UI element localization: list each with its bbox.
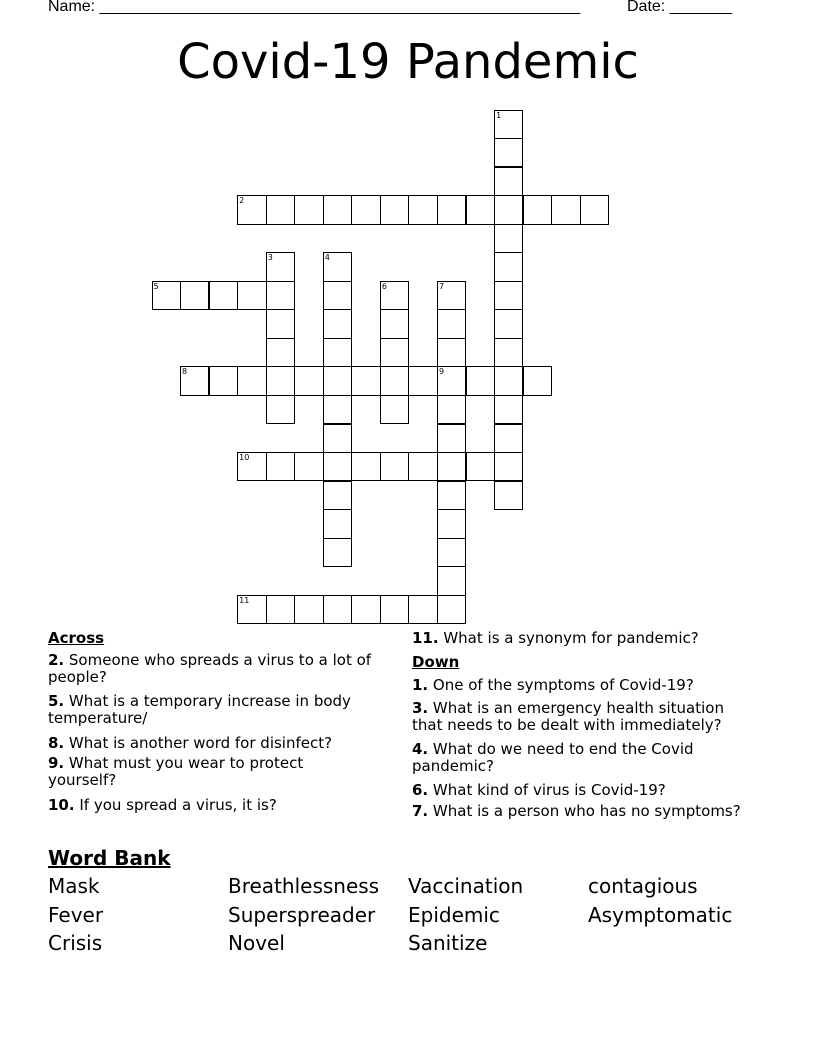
crossword-cell[interactable] (437, 309, 466, 338)
clue-text: What is a temporary increase in body temperature/ (48, 692, 351, 727)
crossword-cell[interactable] (266, 252, 295, 281)
crossword-cell[interactable] (408, 452, 437, 481)
crossword-cell[interactable] (494, 424, 523, 453)
crossword-cell[interactable] (237, 452, 266, 481)
crossword-cell[interactable] (237, 195, 266, 224)
crossword-cell[interactable] (466, 452, 495, 481)
crossword-cell[interactable] (323, 309, 352, 338)
clue-text: What do we need to end the Covid pandemic? (412, 740, 694, 775)
clue-down-1 (412, 677, 757, 694)
clue-number-label: 9 (439, 367, 445, 377)
crossword-cell[interactable] (437, 452, 466, 481)
crossword-cell[interactable] (209, 281, 238, 310)
crossword-cell[interactable] (437, 424, 466, 453)
crossword-cell[interactable] (323, 595, 352, 624)
crossword-cell[interactable] (494, 138, 523, 167)
crossword-cell[interactable] (551, 195, 580, 224)
crossword-cell[interactable] (323, 509, 352, 538)
crossword-cell[interactable] (494, 167, 523, 196)
crossword-cell[interactable] (323, 395, 352, 424)
clue-text: If you spread a virus, it is? (74, 796, 277, 814)
clue-number: 11. (412, 629, 439, 647)
crossword-cell[interactable] (466, 195, 495, 224)
word-bank-word: Asymptomatic (588, 903, 733, 927)
crossword-cell[interactable] (266, 366, 295, 395)
clue-number: 3. (412, 699, 429, 717)
crossword-cell[interactable] (494, 366, 523, 395)
clue-number-label: 6 (381, 281, 387, 291)
crossword-cell[interactable] (294, 366, 323, 395)
crossword-cell[interactable] (294, 595, 323, 624)
crossword-cell[interactable] (494, 338, 523, 367)
clue-down-7 (412, 803, 757, 820)
crossword-cell[interactable] (494, 110, 523, 139)
crossword-cell[interactable] (294, 195, 323, 224)
crossword-cell[interactable] (494, 195, 523, 224)
page-title: Covid-19 Pandemic (177, 34, 639, 90)
crossword-cell[interactable] (380, 309, 409, 338)
clue-number-label: 7 (439, 281, 445, 291)
clue-text: What is a person who has no symptoms? (428, 802, 741, 820)
clue-number-label: 5 (153, 281, 159, 291)
crossword-cell[interactable] (323, 481, 352, 510)
crossword-cell[interactable] (437, 395, 466, 424)
clue-number: 6. (412, 781, 429, 799)
crossword-cell[interactable] (380, 366, 409, 395)
clue-number-label: 3 (267, 253, 273, 263)
clue-text: What is an emergency health situation that needs to be dealt with immediately? (412, 699, 724, 734)
crossword-cell[interactable] (437, 595, 466, 624)
clue-number-label: 4 (324, 253, 330, 263)
crossword-cell[interactable] (494, 452, 523, 481)
clue-text: One of the symptoms of Covid-19? (428, 676, 694, 694)
crossword-cell[interactable] (494, 309, 523, 338)
crossword-cell[interactable] (180, 281, 209, 310)
clue-number-label: 8 (182, 367, 188, 377)
clue-down-3 (412, 700, 747, 734)
crossword-cell[interactable] (494, 395, 523, 424)
crossword-cell[interactable] (266, 195, 295, 224)
crossword-cell[interactable] (437, 281, 466, 310)
crossword-cell[interactable] (408, 195, 437, 224)
crossword-cell[interactable] (351, 595, 380, 624)
crossword-cell[interactable] (323, 366, 352, 395)
crossword-cell[interactable] (266, 452, 295, 481)
crossword-cell[interactable] (266, 338, 295, 367)
crossword-cell[interactable] (437, 338, 466, 367)
crossword-cell[interactable] (323, 538, 352, 567)
crossword-cell[interactable] (380, 595, 409, 624)
word-bank-word: Sanitize (408, 931, 488, 955)
clue-across-11 (412, 630, 757, 647)
crossword-cell[interactable] (437, 509, 466, 538)
clue-text: What is a synonym for pandemic? (438, 629, 699, 647)
crossword-cell[interactable] (466, 366, 495, 395)
crossword-cell[interactable] (494, 252, 523, 281)
crossword-cell[interactable] (294, 452, 323, 481)
across-heading: Across (48, 629, 105, 647)
word-bank-word: Superspreader (228, 903, 376, 927)
crossword-cell[interactable] (380, 195, 409, 224)
crossword-cell[interactable] (494, 281, 523, 310)
word-bank-word: Breathlessness (228, 874, 380, 898)
crossword-cell[interactable] (380, 452, 409, 481)
crossword-cell[interactable] (380, 281, 409, 310)
crossword-cell[interactable] (237, 281, 266, 310)
crossword-cell[interactable] (437, 538, 466, 567)
date-field-label: Date: _______ (627, 0, 732, 15)
crossword-cell[interactable] (266, 395, 295, 424)
clue-across-8 (48, 735, 393, 752)
clue-text: What must you wear to protect yourself? (48, 754, 304, 789)
crossword-cell[interactable] (494, 481, 523, 510)
clue-text: Someone who spreads a virus to a lot of people? (48, 651, 372, 686)
clue-number-label: 11 (239, 595, 250, 605)
word-bank-word: Fever (48, 903, 104, 927)
clue-number-label: 1 (496, 110, 502, 120)
crossword-cell[interactable] (351, 366, 380, 395)
crossword-cell[interactable] (323, 195, 352, 224)
clue-down-4 (412, 741, 722, 775)
word-bank-word: Epidemic (408, 903, 500, 927)
crossword-cell[interactable] (408, 366, 437, 395)
crossword-cell[interactable] (437, 566, 466, 595)
clue-across-2 (48, 652, 393, 686)
word-bank-word: Crisis (48, 931, 103, 955)
crossword-cell[interactable] (209, 366, 238, 395)
clue-down-6 (412, 782, 757, 799)
crossword-cell[interactable] (266, 281, 295, 310)
crossword-cell[interactable] (437, 366, 466, 395)
clue-number: 1. (412, 676, 429, 694)
crossword-cell[interactable] (580, 195, 609, 224)
crossword-cell[interactable] (523, 366, 552, 395)
clue-number: 7. (412, 802, 429, 820)
crossword-cell[interactable] (237, 366, 266, 395)
word-bank-word: Novel (228, 931, 285, 955)
name-field-label: Name: ______________________________________________________ (48, 0, 581, 15)
crossword-cell[interactable] (351, 195, 380, 224)
down-heading: Down (412, 653, 460, 671)
crossword-cell[interactable] (323, 424, 352, 453)
crossword-cell[interactable] (152, 281, 181, 310)
clue-across-9 (48, 755, 338, 789)
clue-number-label: 2 (239, 196, 245, 206)
clue-text: What kind of virus is Covid-19? (428, 781, 666, 799)
crossword-cell[interactable] (380, 395, 409, 424)
clue-across-5 (48, 693, 378, 727)
crossword-cell[interactable] (494, 224, 523, 253)
word-bank-title: Word Bank (48, 846, 171, 870)
crossword-cell[interactable] (437, 195, 466, 224)
crossword-cell[interactable] (323, 281, 352, 310)
crossword-cell[interactable] (323, 452, 352, 481)
crossword-cell[interactable] (380, 338, 409, 367)
clue-number: 8. (48, 734, 65, 752)
word-bank-word: Vaccination (408, 874, 524, 898)
clue-number: 9. (48, 754, 65, 772)
crossword-cell[interactable] (237, 595, 266, 624)
word-bank-word: Mask (48, 874, 100, 898)
crossword-cell[interactable] (266, 595, 295, 624)
crossword-cell[interactable] (437, 481, 466, 510)
crossword-cell[interactable] (266, 309, 295, 338)
crossword-cell[interactable] (523, 195, 552, 224)
crossword-cell[interactable] (180, 366, 209, 395)
clue-number-label: 10 (239, 453, 250, 463)
crossword-cell[interactable] (408, 595, 437, 624)
crossword-cell[interactable] (323, 252, 352, 281)
word-bank-word: contagious (588, 874, 698, 898)
clue-number: 10. (48, 796, 75, 814)
crossword-cell[interactable] (351, 452, 380, 481)
clue-number: 2. (48, 651, 65, 669)
clue-text: What is another word for disinfect? (64, 734, 333, 752)
clue-number: 4. (412, 740, 429, 758)
clue-across-10 (48, 797, 393, 814)
clue-number: 5. (48, 692, 65, 710)
crossword-cell[interactable] (323, 338, 352, 367)
